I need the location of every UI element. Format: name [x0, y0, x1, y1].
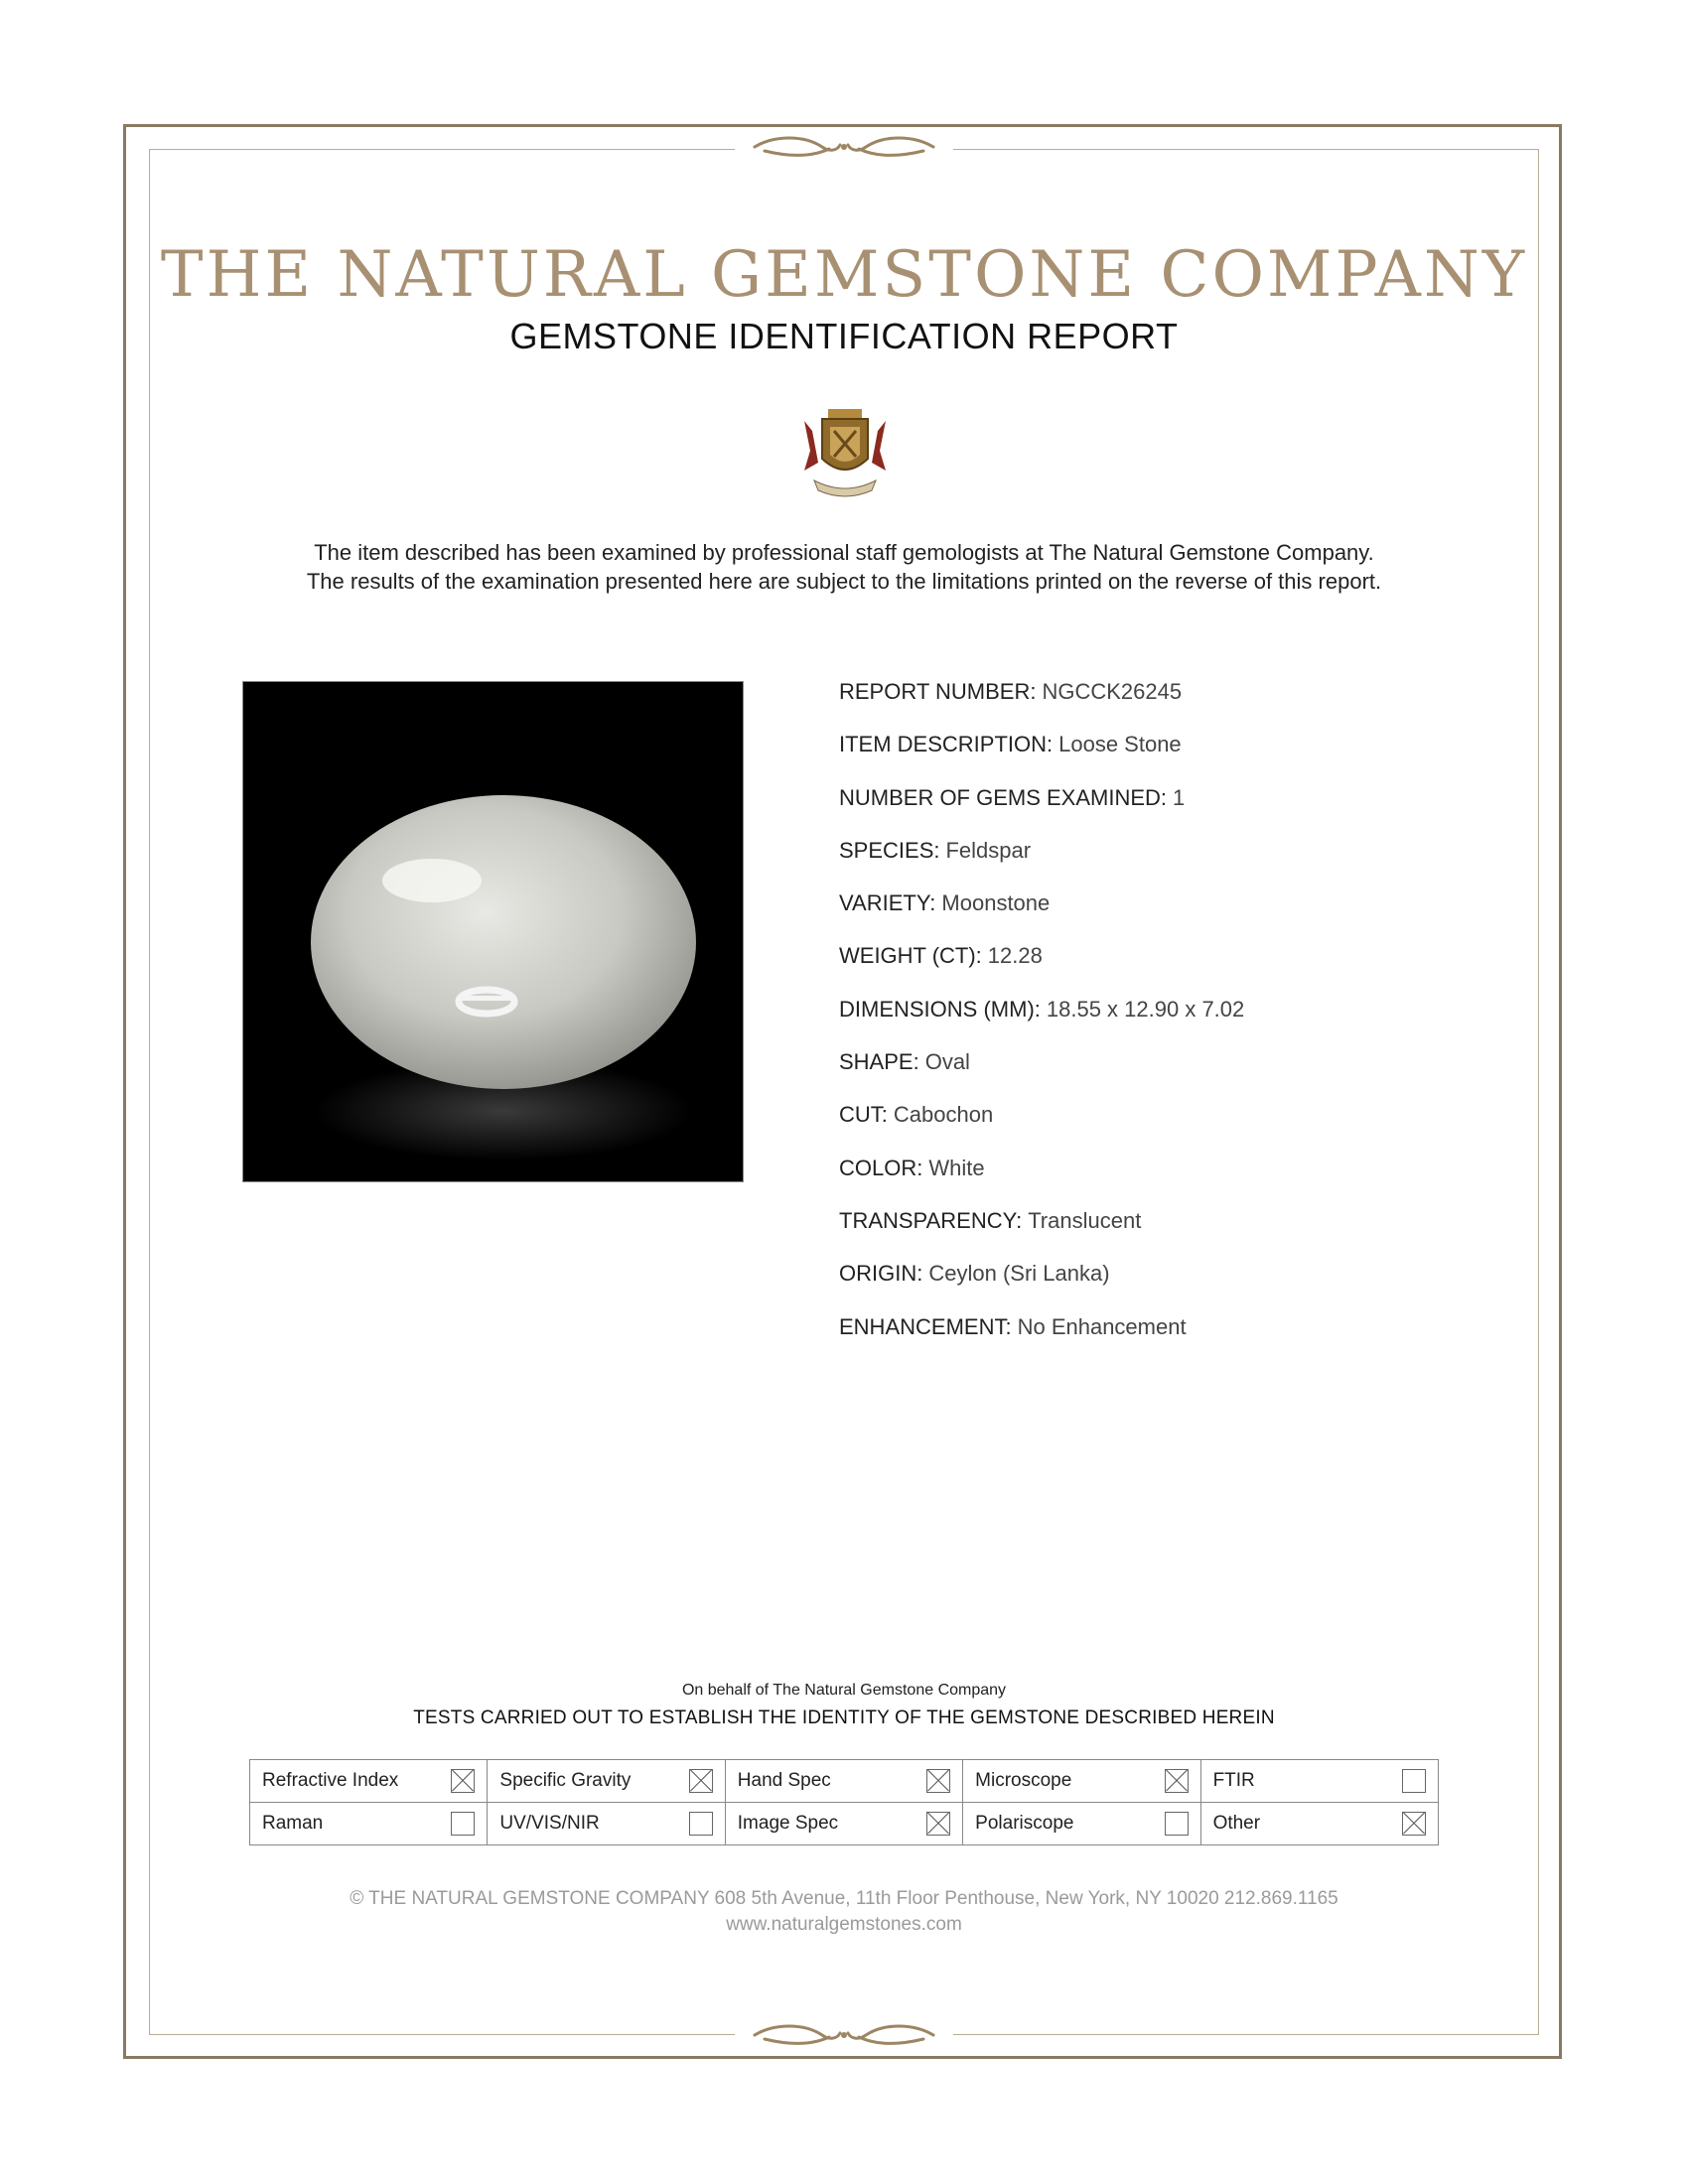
test-cell [488, 1760, 725, 1803]
detail-variety [839, 888, 1455, 941]
report-details [839, 677, 1455, 1365]
detail-value: NGCCK26245 [1042, 679, 1183, 704]
footer-url[interactable]: www.naturalgemstones.com [726, 1914, 962, 1935]
test-cell [250, 1760, 488, 1803]
detail-shape [839, 1047, 1455, 1100]
gemstone-photo [242, 681, 744, 1182]
detail-origin [839, 1259, 1455, 1311]
company-crest-icon [800, 401, 890, 500]
detail-value: Ceylon (Sri Lanka) [928, 1261, 1110, 1287]
test-checkbox-uv-vis-nir[interactable] [689, 1812, 713, 1836]
tests-table [249, 1759, 1439, 1845]
top-flourish-icon [735, 127, 953, 167]
detail-value: Moonstone [941, 890, 1051, 916]
test-cell [725, 1760, 962, 1803]
test-checkbox-refractive-index[interactable] [451, 1769, 475, 1793]
test-label: Image Spec [737, 1813, 839, 1834]
test-cell [963, 1803, 1200, 1845]
test-checkbox-other[interactable] [1402, 1812, 1426, 1836]
detail-label: VARIETY: [839, 890, 936, 916]
intro-text [149, 538, 1539, 596]
detail-enhancement [839, 1312, 1455, 1365]
test-label: Microscope [975, 1770, 1072, 1791]
test-label: Raman [262, 1813, 324, 1834]
detail-label: SPECIES: [839, 837, 940, 863]
detail-value: 18.55 x 12.90 x 7.02 [1046, 996, 1245, 1022]
detail-label: ENHANCEMENT: [839, 1313, 1012, 1339]
detail-label: DIMENSIONS (MM): [839, 996, 1041, 1022]
intro-line-2: The results of the examination presented here are subject to the limitations printed on the reverse of this report. [306, 569, 1382, 594]
detail-value: Cabochon [893, 1102, 994, 1128]
test-label: Polariscope [975, 1813, 1074, 1834]
test-cell [1200, 1760, 1438, 1803]
detail-value: 12.28 [987, 943, 1043, 969]
detail-label: TRANSPARENCY: [839, 1207, 1023, 1233]
detail-label: WEIGHT (CT): [839, 943, 982, 969]
detail-value: Oval [924, 1049, 970, 1075]
detail-transparency [839, 1206, 1455, 1259]
detail-species [839, 836, 1455, 888]
detail-label: ITEM DESCRIPTION: [839, 732, 1054, 757]
test-checkbox-raman[interactable] [451, 1812, 475, 1836]
detail-report-number [839, 677, 1455, 730]
behalf-note: On behalf of The Natural Gemstone Company [681, 1682, 1007, 1699]
detail-label: COLOR: [839, 1155, 923, 1180]
detail-color [839, 1154, 1455, 1206]
detail-label: ORIGIN: [839, 1261, 923, 1287]
test-checkbox-microscope[interactable] [1165, 1769, 1189, 1793]
detail-value: 1 [1173, 784, 1186, 810]
company-title: THE NATURAL GEMSTONE COMPANY [160, 238, 1528, 312]
detail-cut [839, 1100, 1455, 1153]
test-cell [488, 1803, 725, 1845]
detail-label: CUT: [839, 1102, 888, 1128]
test-cell [250, 1803, 488, 1845]
detail-number-of-gems [839, 783, 1455, 836]
test-cell [1200, 1803, 1438, 1845]
test-label: Hand Spec [737, 1770, 831, 1791]
test-checkbox-ftir[interactable] [1402, 1769, 1426, 1793]
test-checkbox-polariscope[interactable] [1165, 1812, 1189, 1836]
detail-weight [839, 941, 1455, 994]
tests-row-2 [250, 1803, 1439, 1845]
test-checkbox-hand-spec[interactable] [926, 1769, 950, 1793]
detail-value: No Enhancement [1017, 1313, 1187, 1339]
tests-row-1 [250, 1760, 1439, 1803]
test-label: Other [1212, 1813, 1261, 1834]
detail-value: White [928, 1155, 985, 1180]
detail-label: REPORT NUMBER: [839, 679, 1037, 704]
test-cell [963, 1760, 1200, 1803]
test-checkbox-image-spec[interactable] [926, 1812, 950, 1836]
detail-label: SHAPE: [839, 1049, 919, 1075]
test-cell [725, 1803, 962, 1845]
test-label: UV/VIS/NIR [499, 1813, 600, 1834]
bottom-flourish-icon [735, 2015, 953, 2055]
detail-item-description [839, 730, 1455, 782]
intro-line-1: The item described has been examined by professional staff gemologists at The Natural Gemstone Company. [314, 540, 1374, 565]
tests-heading: TESTS CARRIED OUT TO ESTABLISH THE IDENTITY OF THE GEMSTONE DESCRIBED HEREIN [413, 1707, 1275, 1728]
detail-value: Translucent [1028, 1207, 1142, 1233]
test-label: Specific Gravity [499, 1770, 632, 1791]
detail-value: Feldspar [945, 837, 1032, 863]
test-checkbox-specific-gravity[interactable] [689, 1769, 713, 1793]
test-label: Refractive Index [262, 1770, 399, 1791]
detail-value: Loose Stone [1058, 732, 1182, 757]
report-title: GEMSTONE IDENTIFICATION REPORT [509, 316, 1179, 356]
detail-dimensions [839, 995, 1455, 1047]
footer-address: © THE NATURAL GEMSTONE COMPANY 608 5th Avenue, 11th Floor Penthouse, New York, NY 10020 212.869.1165 [350, 1888, 1338, 1909]
test-label: FTIR [1212, 1770, 1255, 1791]
detail-label: NUMBER OF GEMS EXAMINED: [839, 784, 1168, 810]
